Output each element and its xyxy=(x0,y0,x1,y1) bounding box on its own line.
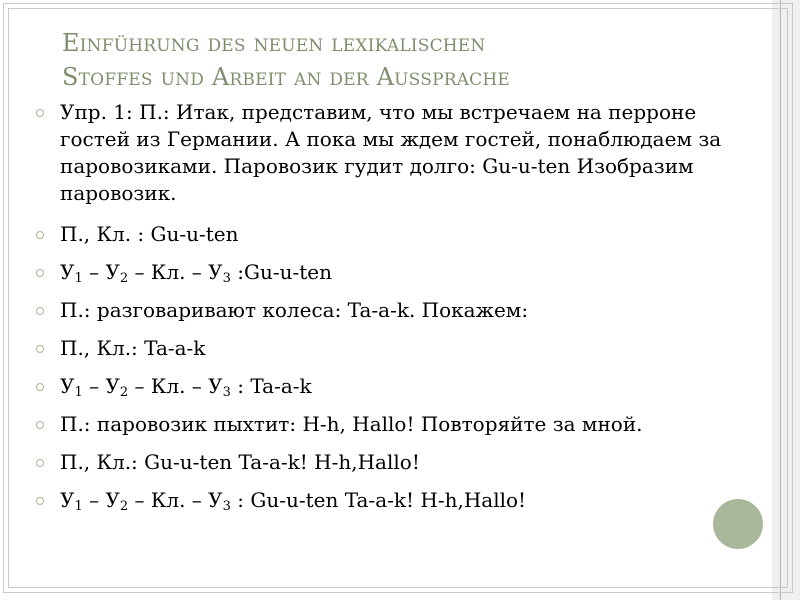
bullet-item xyxy=(36,297,766,324)
bullet-item xyxy=(36,449,766,476)
decorative-circle-icon xyxy=(713,499,763,549)
bullet-item xyxy=(36,99,766,207)
subscript-index: 1 xyxy=(74,385,83,400)
bullet-circle-icon xyxy=(36,345,44,353)
bullet-text: $У_1 - У_2$ – Кл. – $У_3$ : Gu-u-ten Ta-a-k! H-h,Hallo! xyxy=(60,488,527,514)
bullet-item xyxy=(36,335,766,362)
bullet-circle-icon xyxy=(36,421,44,429)
bullet-text: П., Кл.: Gu-u-ten Ta-a-k! H-h,Hallo! xyxy=(60,450,420,474)
bullet-circle-icon xyxy=(36,231,44,239)
subscript-index: 3 xyxy=(222,499,231,514)
bullet-text: П., Кл.: Ta-a-k xyxy=(60,336,206,360)
bullet-item xyxy=(36,221,766,248)
bullet-item xyxy=(36,487,766,514)
bullet-circle-icon xyxy=(36,383,44,391)
bullet-item xyxy=(36,373,766,400)
bullet-circle-icon xyxy=(36,459,44,467)
bullet-text: Упр. 1: П.: Итак, представим, что мы встречаем на перроне гостей из Германии. А пока мы ждем гостей, понаблюдаем за паровозиками. Паровозик гудит долго: Gu-u-ten Изобразим паровозик. xyxy=(60,100,722,205)
bullet-text: П.: паровозик пыхтит: H-h, Hallo! Повторяйте за мной. xyxy=(60,412,643,436)
subscript-index: 2 xyxy=(119,271,129,286)
subscript-index: 2 xyxy=(119,385,129,400)
bullet-circle-icon xyxy=(36,109,44,117)
bullet-text: $У_1 - У_2$ – Кл. – $У_3$ :Gu-u-ten xyxy=(60,260,333,286)
bullet-circle-icon xyxy=(36,307,44,315)
bullet-circle-icon xyxy=(36,497,44,505)
bullet-list xyxy=(36,99,766,525)
subscript-index: 2 xyxy=(119,499,129,514)
bullet-item xyxy=(36,259,766,286)
subscript-index: 1 xyxy=(74,499,83,514)
slide-title xyxy=(62,26,752,94)
subscript-index: 3 xyxy=(222,271,231,286)
bullet-text: П.: разговаривают колеса: Ta-a-k. Покажем: xyxy=(60,298,529,322)
bullet-circle-icon xyxy=(36,269,44,277)
subscript-index: 3 xyxy=(222,385,231,400)
bullet-item xyxy=(36,411,766,438)
bullet-text: $У_1 - У_2$ – Кл. – $У_3$ : Ta-a-k xyxy=(60,374,312,400)
slide-title-line-2: Stoffes und Arbeit an der Aussprache xyxy=(62,63,511,91)
slide-title-line-1: Einführung des neuen lexikalischen xyxy=(62,29,486,57)
bullet-text: П., Кл. : Gu-u-ten xyxy=(60,222,239,246)
subscript-index: 1 xyxy=(74,271,83,286)
